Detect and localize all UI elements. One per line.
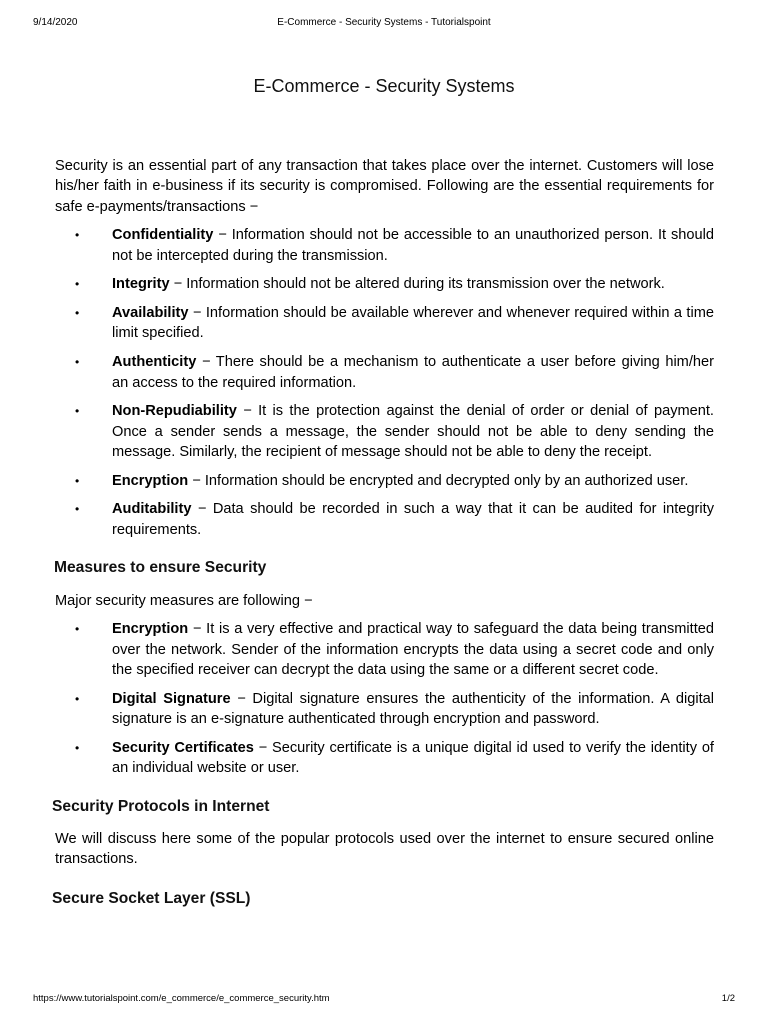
requirements-list	[55, 225, 714, 540]
bullet-icon: •	[75, 404, 80, 419]
page-number: 1/2	[721, 993, 735, 1004]
list-item-confidentiality	[55, 225, 714, 266]
bullet-icon: •	[75, 691, 80, 706]
list-item-authenticity	[55, 352, 714, 393]
list-item-auditability	[55, 499, 714, 540]
list-item-non-repudiability	[55, 401, 714, 462]
measures-list	[55, 619, 714, 778]
section-heading-measures: Measures to ensure Security	[54, 559, 267, 577]
item-description: − Data should be recorded in such a way that it can be audited for integrity requirements.	[112, 501, 714, 538]
protocols-intro: We will discuss here some of the popular protocols used over the internet to ensure secured online transactions.	[55, 830, 714, 868]
measures-intro: Major security measures are following −	[55, 592, 313, 609]
item-term: Digital Signature	[112, 690, 231, 707]
bullet-icon: •	[75, 306, 80, 321]
list-item-encryption	[55, 471, 714, 491]
item-description: − Security certificate is a unique digital id used to verify the identity of an individual website or user.	[112, 739, 714, 777]
item-term: Security Certificates	[112, 739, 254, 756]
item-term: Authenticity	[112, 354, 197, 371]
print-header	[33, 17, 735, 31]
item-description: − Information should be available wherever and whenever required within a time limit specified.	[112, 305, 714, 342]
bullet-icon: •	[75, 740, 80, 755]
section-heading-ssl: Secure Socket Layer (SSL)	[52, 889, 251, 907]
article-content	[52, 156, 715, 909]
page-url: https://www.tutorialspoint.com/e_commerce/e_commerce_security.htm	[33, 993, 330, 1004]
print-document-title: E-Commerce - Security Systems - Tutorialspoint	[277, 17, 491, 28]
page-title: E-Commerce - Security Systems	[253, 76, 515, 96]
item-term: Confidentiality	[112, 227, 214, 244]
bullet-icon: •	[75, 355, 80, 370]
bullet-icon: •	[75, 228, 80, 243]
section-heading-protocols: Security Protocols in Internet	[52, 797, 270, 815]
intro-paragraph: Security is an essential part of any transaction that takes place over the internet. Customers will lose his/her faith in e-business if its security is compromised. Following are the essential requirements for safe e-payments/transactions −	[55, 158, 714, 215]
bullet-icon: •	[75, 473, 80, 488]
item-term: Availability	[112, 305, 189, 322]
item-description: − Information should not be accessible to an unauthorized person. It should not be intercepted during the transmission.	[112, 227, 714, 264]
item-description: − Information should not be altered during its transmission over the network.	[169, 276, 665, 293]
item-term: Auditability	[112, 501, 192, 518]
item-description: − There should be a mechanism to authenticate a user before giving him/her an access to the required information.	[112, 354, 714, 391]
item-term: Encryption	[112, 472, 189, 489]
item-term: Encryption	[112, 621, 189, 638]
item-description: − It is a very effective and practical way to safeguard the data being transmitted over the network. Sender of the information encrypts the data using a secret code and only the specified receiver can decrypt the data using the same or a different secret code.	[112, 621, 714, 678]
bullet-icon: •	[75, 622, 80, 637]
bullet-icon: •	[75, 502, 80, 517]
item-term: Non-Repudiability	[112, 403, 237, 420]
bullet-icon: •	[75, 277, 80, 292]
list-item-security-certificates	[55, 738, 714, 779]
list-item-digital-signature	[55, 689, 714, 730]
print-date: 9/14/2020	[33, 17, 78, 28]
list-item-availability	[55, 303, 714, 344]
list-item-encryption-measure	[55, 619, 714, 680]
item-term: Integrity	[112, 276, 170, 293]
item-description: − It is the protection against the denial of order or denial of payment. Once a sender sends a message, the sender should not be able to deny sending the message. Similarly, the recipient of message should not be able to deny the receipt.	[112, 403, 714, 461]
item-description: − Information should be encrypted and decrypted only by an authorized user.	[188, 472, 689, 489]
list-item-integrity	[55, 274, 714, 294]
print-footer	[33, 993, 735, 1005]
item-description: − Digital signature ensures the authenticity of the information. A digital signature is an e-signature authenticated through encryption and password.	[112, 690, 715, 728]
